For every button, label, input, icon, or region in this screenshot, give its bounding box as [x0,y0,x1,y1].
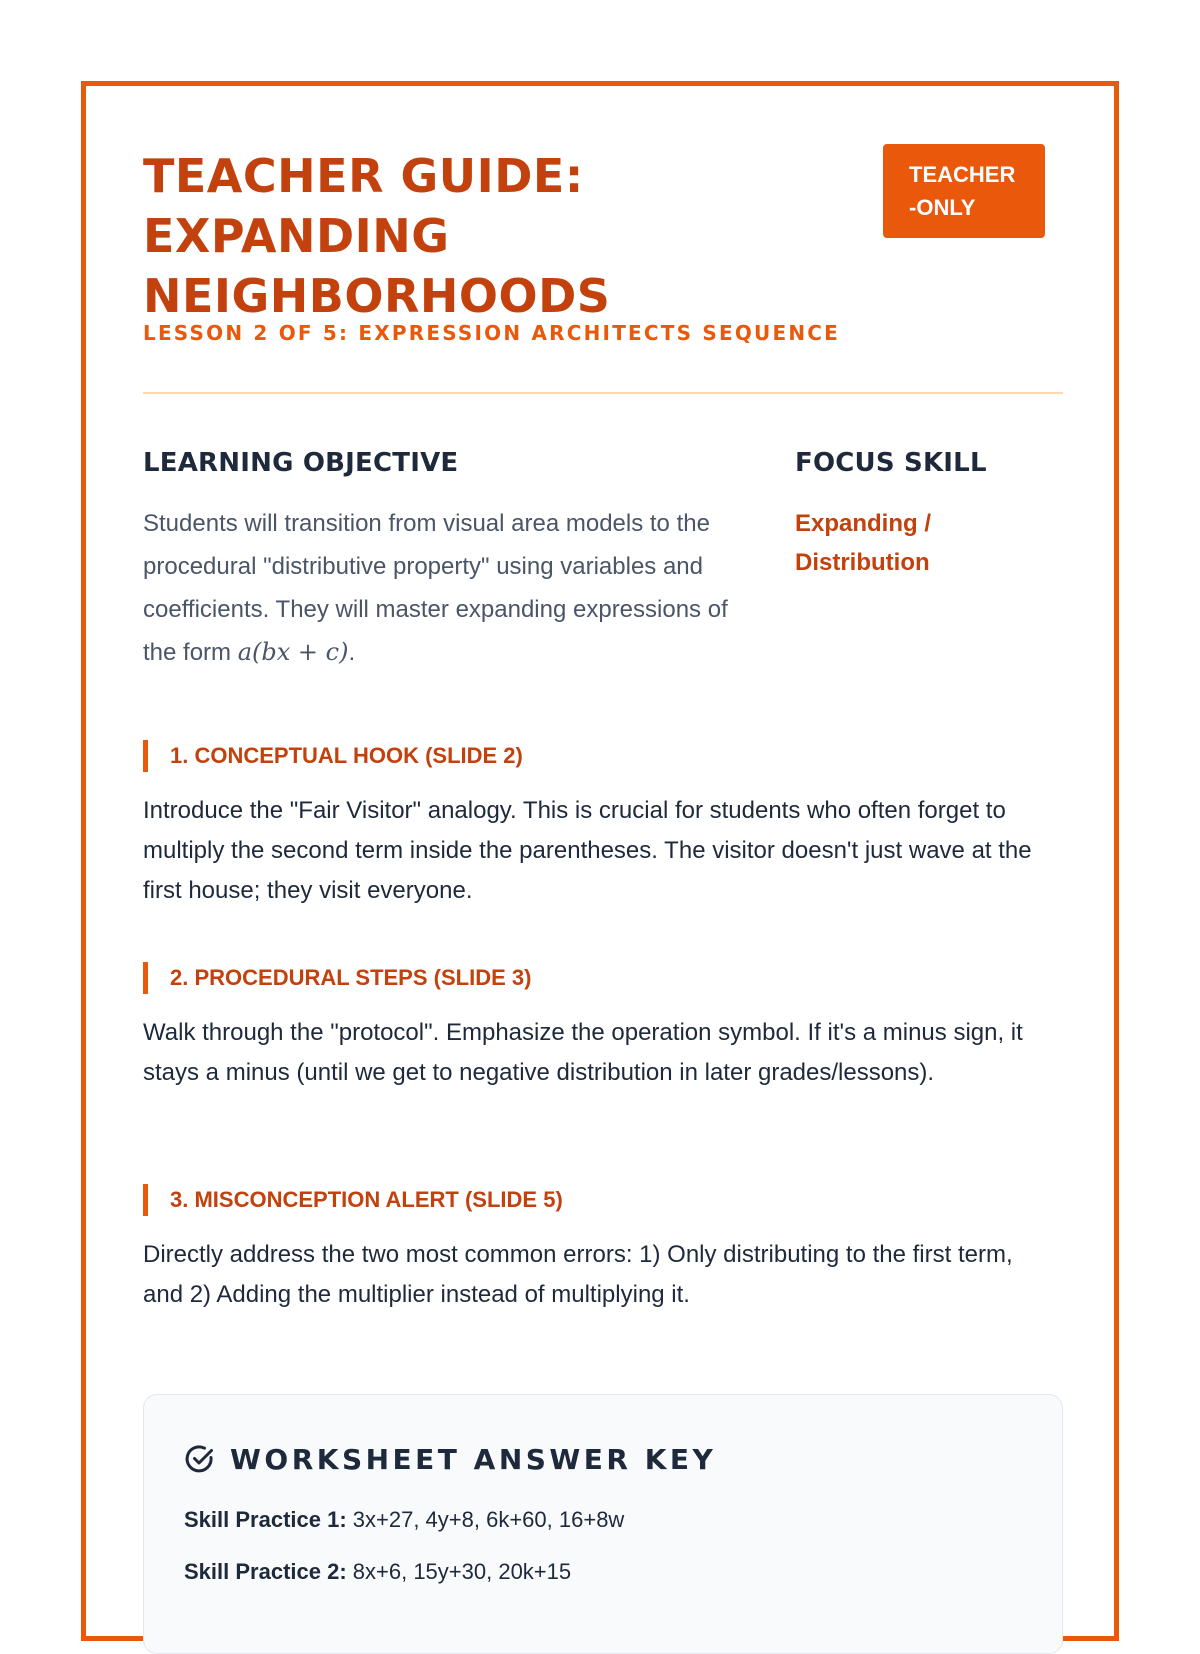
objective-formula: a(bx + c) [237,638,349,666]
section-text-misconception-alert: Directly address the two most common errors: 1) Only distributing to the first term, and 2) Adding the multiplier instead of multiplying it. [143,1241,1013,1308]
answer-key-title-text: WORKSHEET ANSWER KEY [230,1442,717,1476]
answer-key-panel [143,1394,1063,1654]
learning-objective-text [143,502,753,674]
focus-skill-value: Expanding / Distribution [795,510,932,576]
page-title: TEACHER GUIDE: EXPANDING NEIGHBORHOODS [143,149,611,323]
section-heading-misconception-alert: 3. MISCONCEPTION ALERT (SLIDE 5) [143,1184,843,1216]
section-text-conceptual-hook: Introduce the "Fair Visitor" analogy. This is crucial for students who often forget to multiply the second term inside the parentheses. The visitor doesn't just wave at the first house; they visit everyone. [143,797,1032,904]
objective-body: Students will transition from visual area models to the procedural "distributive property" using variables and coefficients. They will master expanding expressions of the form [143,510,728,666]
answer-row-label: Skill Practice 2: [184,1559,347,1584]
teacher-guide-card [81,81,1119,1641]
header-divider [143,392,1063,394]
section-heading-conceptual-hook: 1. CONCEPTUAL HOOK (SLIDE 2) [143,740,843,772]
answer-row-skill-practice-1 [184,1507,624,1533]
lesson-subtitle: LESSON 2 OF 5: EXPRESSION ARCHITECTS SEQUENCE [143,321,841,345]
check-circle-icon [184,1443,216,1475]
objective-end: . [348,639,356,666]
section-text-procedural-steps: Walk through the "protocol". Emphasize the operation symbol. If it's a minus sign, it stays a minus (until we get to negative distribution in later grades/lessons). [143,1019,1023,1086]
answer-row-skill-practice-2 [184,1559,571,1585]
answer-row-values: 8x+6, 15y+30, 20k+15 [352,1559,572,1584]
answer-row-values: 3x+27, 4y+8, 6k+60, 16+8w [352,1507,625,1532]
answer-row-label: Skill Practice 1: [184,1507,347,1532]
section-heading-procedural-steps: 2. PROCEDURAL STEPS (SLIDE 3) [143,962,843,994]
answer-key-title [184,1439,716,1479]
focus-skill-heading: FOCUS SKILL [795,448,987,478]
learning-objective-heading: LEARNING OBJECTIVE [143,448,459,478]
teacher-only-badge: TEACHER-ONLY [883,144,1045,238]
